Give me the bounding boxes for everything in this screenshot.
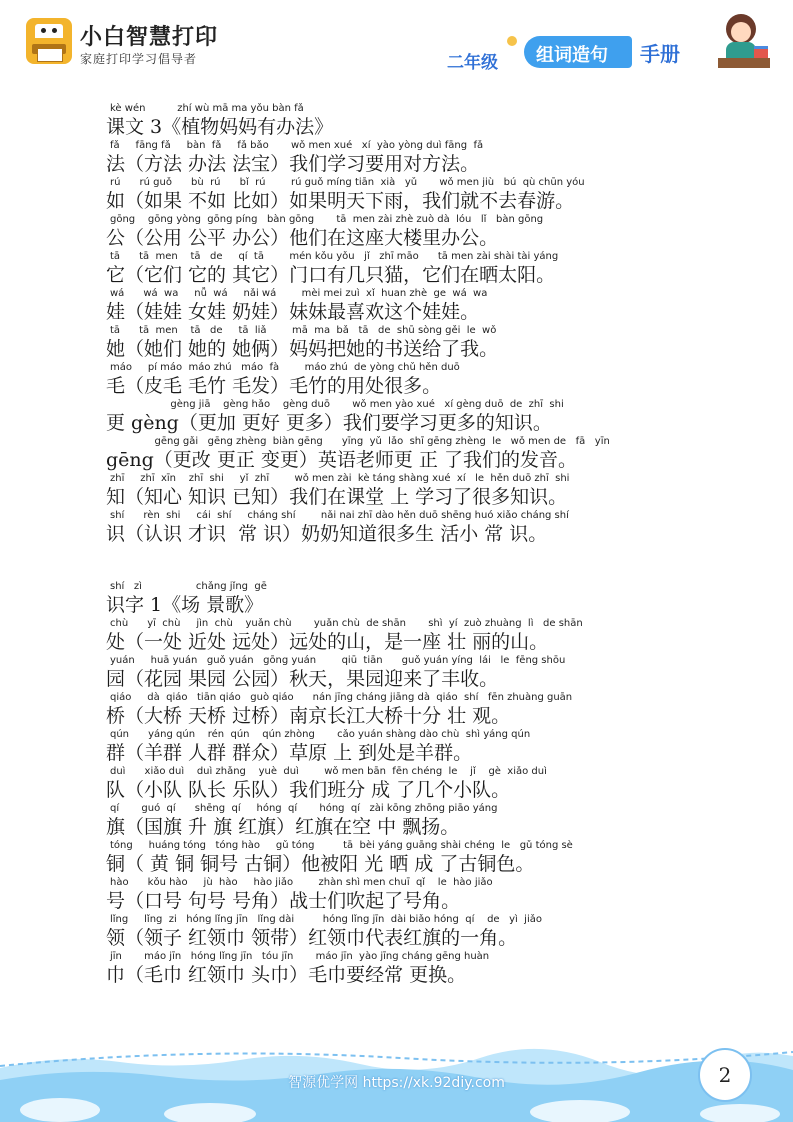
- page-number: 2: [698, 1048, 752, 1102]
- topic-ribbon: [524, 36, 632, 68]
- pinyin-line: jīn máo jīn hóng lǐng jīn tóu jīn máo jīn yào jīng cháng gēng huàn: [110, 951, 490, 962]
- page-footer: [0, 1040, 793, 1122]
- pinyin-line: hào kǒu hào jù hào hào jiǎo zhàn shì men chuī qǐ le hào jiǎo: [110, 877, 493, 888]
- lesson-content: [106, 101, 766, 986]
- pinyin-line: chù yī chù jìn chù yuǎn chù yuǎn chù de shān shì yí zuò zhuàng lì de shān: [110, 618, 583, 629]
- word-line: 领（领子 红领巾 领带）红领巾代表红旗的一角。: [106, 927, 518, 949]
- pinyin-line: gēng gǎi gēng zhèng biàn gēng yīng yǔ lǎo shī gēng zhèng le wǒ men de fā yīn: [110, 436, 610, 447]
- section-title-pinyin: kè wén zhí wù mā ma yǒu bàn fǎ: [110, 103, 304, 114]
- page-header: [0, 0, 793, 80]
- topic-ribbon-text: 组词造句: [536, 45, 608, 66]
- word-line: gēng（更改 更正 变更）英语老师更 正 了我们的发音。: [106, 449, 577, 471]
- pinyin-line: qí guó qí shēng qí hóng qí hóng qí zài kōng zhōng piāo yáng: [110, 803, 498, 814]
- word-line: 巾（毛巾 红领巾 头巾）毛巾要经常 更换。: [106, 964, 467, 986]
- footer-site-text: 智源优学网 https://xk.92diy.com: [288, 1075, 505, 1091]
- pinyin-line: gōng gōng yòng gōng píng bàn gōng tā men zài zhè zuò dà lóu lǐ bàn gōng: [110, 214, 544, 225]
- word-line: 旗（国旗 升 旗 红旗）红旗在空 中 飘扬。: [106, 816, 460, 838]
- word-line: 它（它们 它的 其它）门口有几只猫，它们在晒太阳。: [106, 264, 556, 286]
- word-line: 她（她们 她的 她俩）妈妈把她的书送给了我。: [106, 338, 499, 360]
- section-title: 课文 3《植物妈妈有办法》: [106, 116, 334, 138]
- pinyin-line: qún yáng qún rén qún qún zhòng cǎo yuán shàng dào chù shì yáng qún: [110, 729, 531, 740]
- pinyin-line: tóng huáng tóng tóng hào gǔ tóng tā bèi yáng guāng shài chéng le gǔ tóng sè: [110, 840, 573, 851]
- pinyin-line: zhī zhī xīn zhī shi yǐ zhī wǒ men zài kè táng shàng xué xí le hěn duō zhī shi: [110, 473, 570, 484]
- pinyin-line: gèng jiā gèng hǎo gèng duō wǒ men yào xué xí gèng duō de zhī shi: [110, 399, 564, 410]
- pinyin-line: qiáo dà qiáo tiān qiáo guò qiáo nán jīng cháng jiāng dà qiáo shí fēn zhuàng guān: [110, 692, 573, 703]
- section-title: 识字 1《场 景歌》: [106, 594, 264, 616]
- lesson-section: [106, 101, 766, 545]
- pinyin-line: shí rèn shi cái shí cháng shí nǎi nai zhī dào hěn duō shēng huó xiǎo cháng shí: [110, 510, 569, 521]
- word-line: 毛（皮毛 毛竹 毛发）毛竹的用处很多。: [106, 375, 442, 397]
- word-line: 公（公用 公平 办公）他们在这座大楼里办公。: [106, 227, 499, 249]
- word-line: 法（方法 办法 法宝）我们学习要用对方法。: [106, 153, 480, 175]
- word-line: 铜（ 黄 铜 铜号 古铜）他被阳 光 晒 成 了古铜色。: [106, 853, 535, 875]
- word-line: 处（一处 近处 远处）远处的山，是一座 壮 丽的山。: [106, 631, 549, 653]
- word-line: 号（口号 句号 号角）战士们吹起了号角。: [106, 890, 461, 912]
- pinyin-line: tā tā men tā de qí tā mén kǒu yǒu jǐ zhī māo tā men zài shài tài yáng: [110, 251, 559, 262]
- pinyin-line: tā tā men tā de tā liǎ mā ma bǎ tā de shū sòng gěi le wǒ: [110, 325, 497, 336]
- section-title-pinyin: shí zì chǎng jǐng gē: [110, 581, 267, 592]
- word-line: 知（知心 知识 已知）我们在课堂 上 学习了很多知识。: [106, 486, 568, 508]
- lesson-section: [106, 579, 766, 986]
- word-line: 娃（娃娃 女娃 奶娃）妹妹最喜欢这个娃娃。: [106, 301, 480, 323]
- pinyin-line: wá wá wa nǚ wá nǎi wá mèi mei zuì xǐ huan zhè ge wá wa: [110, 288, 488, 299]
- handbook-label: 手册: [640, 42, 680, 66]
- brand-subtitle: 家庭打印学习倡导者: [80, 52, 198, 66]
- pinyin-line: máo pí máo máo zhú máo fà máo zhú de yòng chǔ hěn duō: [110, 362, 460, 373]
- word-line: 更 gèng（更加 更好 更多）我们要学习更多的知识。: [106, 412, 552, 434]
- word-line: 识（认识 才识 常 识）奶奶知道很多生 活小 常 识。: [106, 523, 548, 545]
- pinyin-line: fǎ fāng fǎ bàn fǎ fǎ bǎo wǒ men xué xí yào yòng duì fāng fǎ: [110, 140, 484, 151]
- word-line: 如（如果 不如 比如）如果明天下雨，我们就不去春游。: [106, 190, 575, 212]
- word-line: 桥（大桥 天桥 过桥）南京长江大桥十分 壮 观。: [106, 705, 511, 727]
- student-illustration-icon: [718, 14, 770, 68]
- word-line: 群（羊群 人群 群众）草原 上 到处是羊群。: [106, 742, 473, 764]
- word-line: 园（花园 果园 公园）秋天，果园迎来了丰收。: [106, 668, 499, 690]
- word-line: 队（小队 队长 乐队）我们班分 成 了几个小队。: [106, 779, 511, 801]
- pinyin-line: lǐng lǐng zi hóng lǐng jīn lǐng dài hóng lǐng jīn dài biǎo hóng qí de yì jiǎo: [110, 914, 542, 925]
- brand-title: 小白智慧打印: [80, 25, 219, 50]
- pinyin-line: rú rú guǒ bù rú bǐ rú rú guǒ míng tiān xià yǔ wǒ men jiù bú qù chūn yóu: [110, 177, 585, 188]
- pinyin-line: yuán huā yuán guǒ yuán gōng yuán qiū tiān guǒ yuán yíng lái le fēng shōu: [110, 655, 566, 666]
- grade-label: 二年级: [447, 53, 498, 73]
- lightbulb-icon: [507, 36, 517, 46]
- printer-logo-icon: [26, 18, 72, 64]
- pinyin-line: duì xiǎo duì duì zhǎng yuè duì wǒ men bān fēn chéng le jǐ gè xiǎo duì: [110, 766, 547, 777]
